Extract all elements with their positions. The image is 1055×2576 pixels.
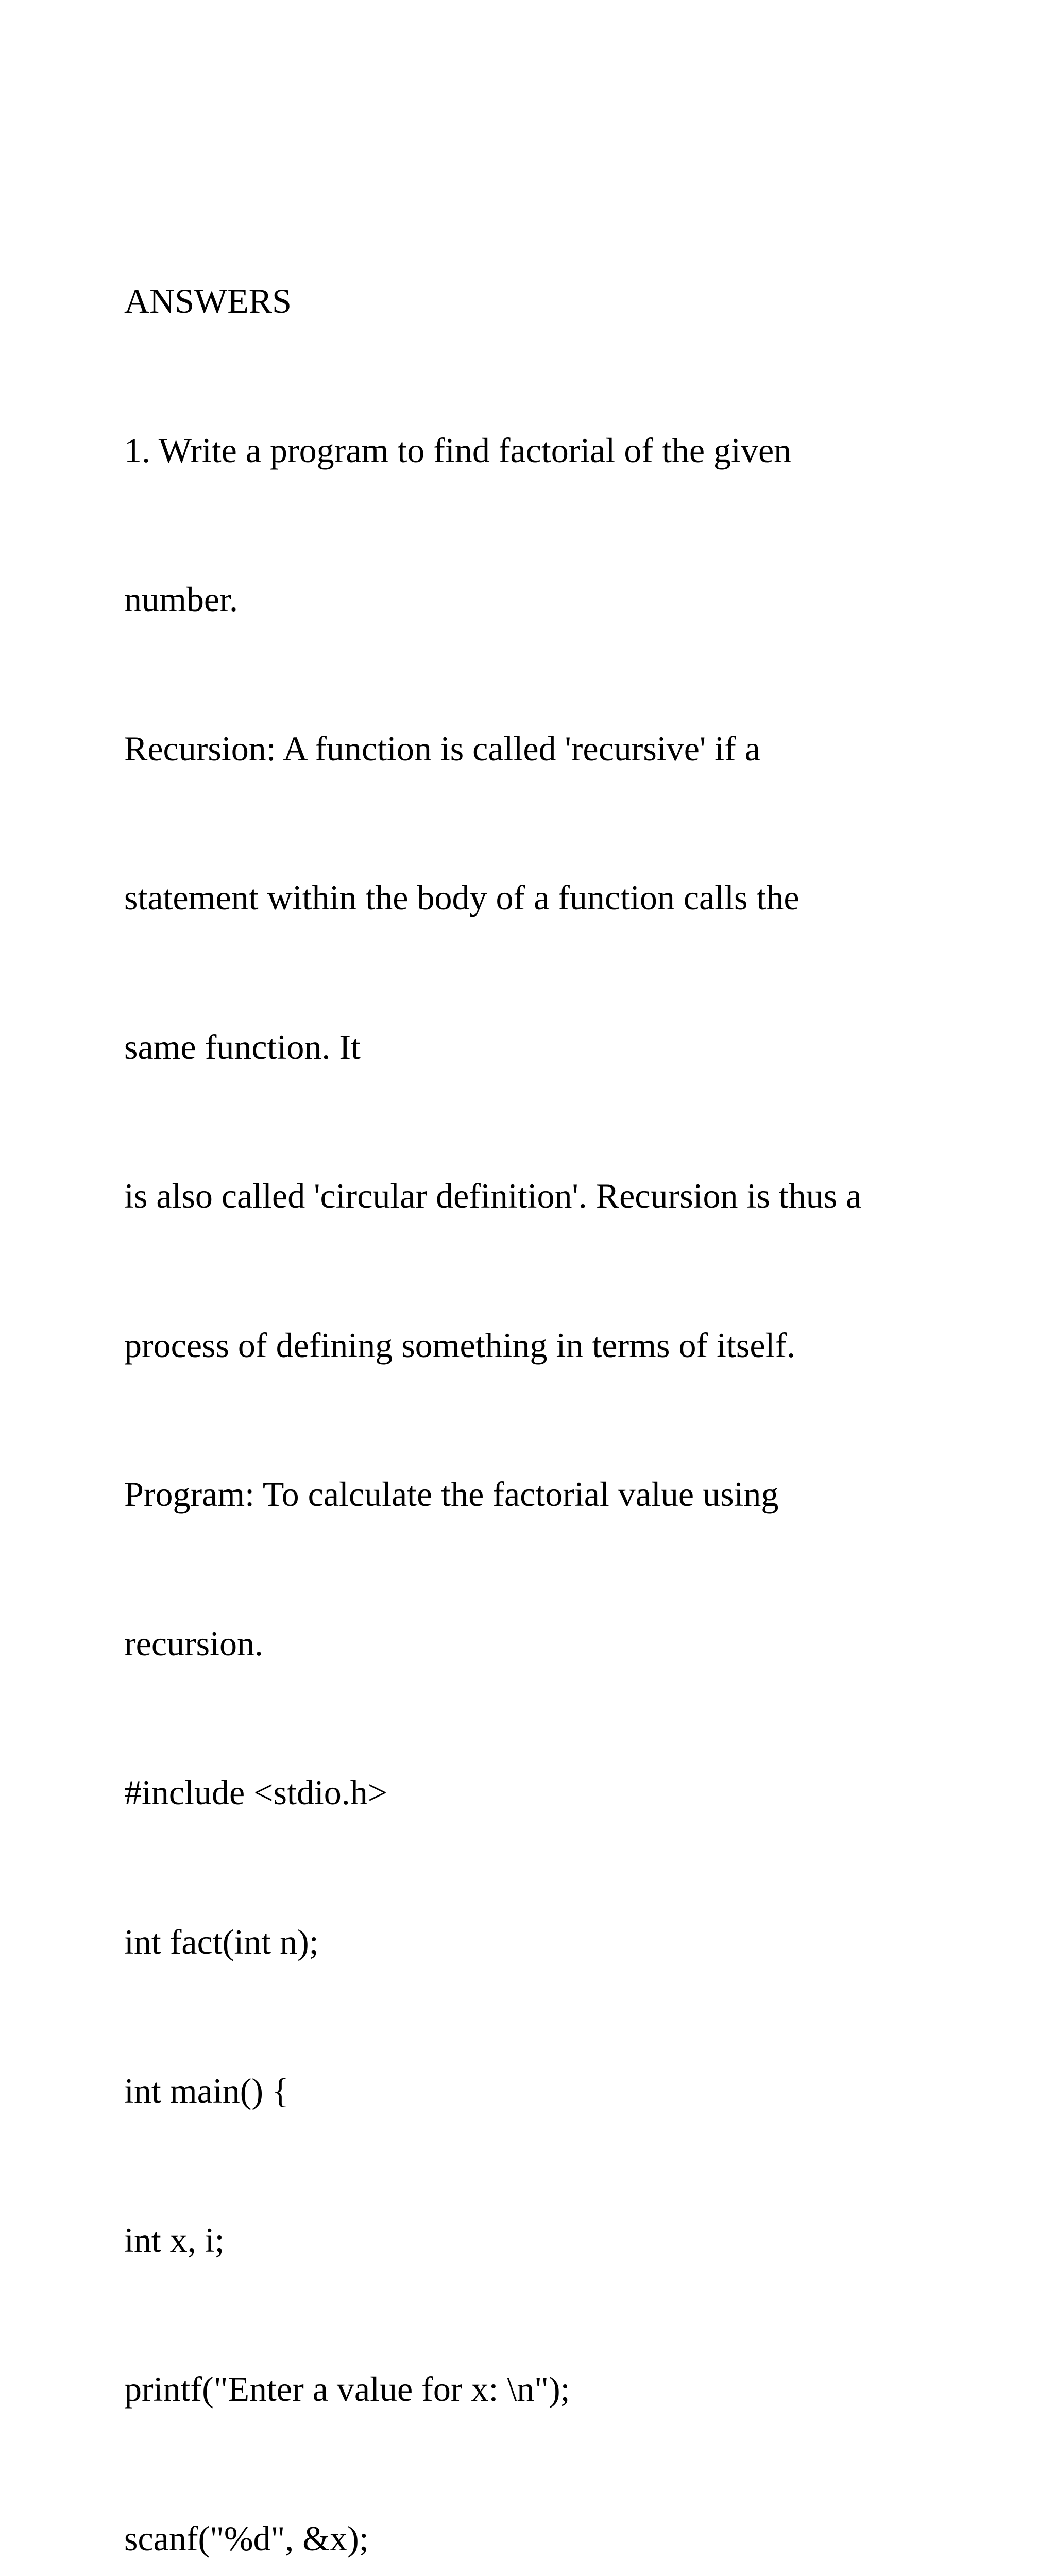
heading-answers: ANSWERS bbox=[124, 281, 292, 320]
code-line: int x, i; bbox=[124, 2220, 225, 2260]
paragraph-line: same function. It bbox=[124, 1027, 361, 1066]
code-line: printf("Enter a value for x: \n"); bbox=[124, 2369, 570, 2409]
paragraph-line: is also called 'circular definition'. Recursion is thus a bbox=[124, 1176, 862, 1215]
question-line: 1. Write a program to find factorial of the given bbox=[124, 430, 792, 470]
document-text bbox=[124, 177, 1000, 2576]
code-line: int fact(int n); bbox=[124, 1922, 319, 1961]
code-line: int main() { bbox=[124, 2071, 289, 2110]
paragraph-line: process of defining something in terms of itself. bbox=[124, 1325, 796, 1365]
paragraph-line: Recursion: A function is called 'recursive' if a bbox=[124, 728, 760, 768]
paragraph-line: recursion. bbox=[124, 1623, 264, 1663]
code-line: scanf("%d", &x); bbox=[124, 2518, 369, 2558]
paragraph-line: statement within the body of a function calls the bbox=[124, 878, 799, 917]
code-line: #include <stdio.h> bbox=[124, 1773, 388, 1812]
paragraph-line: Program: To calculate the factorial value using bbox=[124, 1475, 779, 1514]
question-line: number. bbox=[124, 580, 238, 619]
